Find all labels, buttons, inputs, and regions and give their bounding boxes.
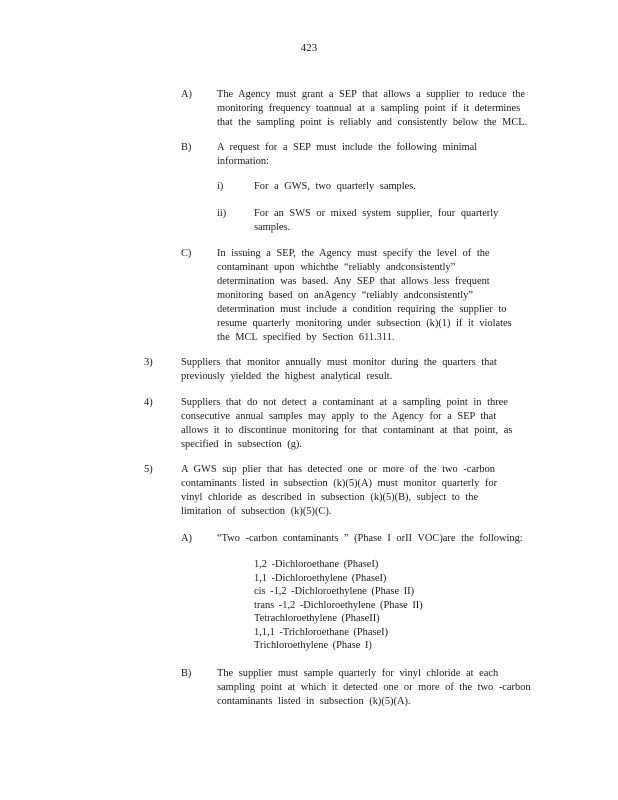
text-line: monitoring based on anAgency “reliably andconsistently” [217, 290, 473, 301]
contaminant-item: 1,2 -Dichloroethane (PhaseI) [254, 559, 379, 570]
text-line: previously yielded the highest analytical result. [181, 371, 393, 382]
contaminant-item: 1,1,1 -Trichloroethane (PhaseI) [254, 626, 389, 638]
item-label-a: A) [181, 89, 192, 100]
text-line: sampling point at which it detected one or more of the two -carbon [217, 682, 531, 693]
text-line: A request for a SEP must include the following minimal [217, 142, 478, 153]
paragraph-c-issuing-sep [217, 247, 512, 345]
page-number: 423 [300, 42, 318, 54]
paragraph-4-no-detect [181, 396, 512, 452]
text-line: resume quarterly monitoring under subsection (k)(1) if it violates [217, 318, 512, 329]
text-line: In issuing a SEP, the Agency must specify the level of the [217, 248, 490, 259]
text-line: specified in subsection (g). [181, 439, 302, 450]
paragraph-b-request [217, 141, 477, 169]
paragraph-b-sample-quarterly [217, 667, 531, 709]
contaminant-list [254, 558, 423, 653]
text-line: samples. [254, 222, 291, 233]
item-label-b: B) [181, 142, 192, 153]
paragraph-i-gws [254, 180, 416, 194]
text-line: allows it to discontinue monitoring for that contaminant at that point, as [181, 425, 513, 436]
text-line: Suppliers that do not detect a contaminant at a sampling point in three [181, 397, 508, 408]
text-line: monitoring frequency toannual at a sampling point if it determines [217, 103, 521, 114]
text-line: contaminants listed in subsection (k)(5)(A) must monitor quarterly for [181, 478, 498, 489]
contaminant-item: trans -1,2 -Dichloroethylene (Phase II) [254, 599, 423, 611]
text-line: determination was based. Any SEP that allows less frequent [217, 276, 490, 287]
contaminant-item: cis -1,2 -Dichloroethylene (Phase II) [254, 586, 415, 597]
paragraph-ii-sws [254, 207, 498, 235]
paragraph-a-two-carbon [217, 532, 523, 546]
paragraph-3-annual [181, 356, 497, 384]
text-line: The supplier must sample quarterly for vinyl chloride at each [217, 668, 499, 679]
paragraph-a-grant-sep [217, 88, 527, 130]
text-line: contaminant upon whichthe “reliably andconsistently” [217, 262, 456, 273]
contaminant-item: 1,1 -Dichloroethylene (PhaseI) [254, 572, 387, 584]
item-label-ii: ii) [217, 208, 227, 219]
text-line: For a GWS, two quarterly samples. [254, 181, 416, 192]
item-label-3: 3) [144, 357, 153, 368]
text-line: that the sampling point is reliably and consistently below the MCL. [217, 117, 528, 128]
contaminant-item: Tetrachloroethylene (PhaseII) [254, 613, 380, 624]
text-line: determination must include a condition requiring the supplier to [217, 304, 507, 315]
text-line: the MCL specified by Section 611.311. [217, 332, 395, 343]
item-label-c: C) [181, 248, 192, 259]
item-label-i: i) [217, 181, 224, 192]
item-label-a-two-carbon: A) [181, 533, 192, 544]
text-line: vinyl chloride as described in subsection (k)(5)(B), subject to the [181, 492, 479, 503]
text-line: A GWS sup plier that has detected one or more of the two -carbon [181, 464, 495, 475]
item-label-b-supplier: B) [181, 668, 192, 679]
contaminant-item: Trichloroethylene (Phase I) [254, 640, 372, 651]
item-label-5: 5) [144, 464, 153, 475]
item-label-4: 4) [144, 397, 153, 408]
text-line: “Two -carbon contaminants ” (Phase I orII VOC)are the following: [217, 533, 523, 544]
text-line: consecutive annual samples may apply to the Agency for a SEP that [181, 411, 497, 422]
text-line: limitation of subsection (k)(5)(C). [181, 506, 332, 517]
text-line: Suppliers that monitor annually must monitor during the quarters that [181, 357, 497, 368]
text-line: The Agency must grant a SEP that allows a supplier to reduce the [217, 89, 526, 100]
text-line: contaminants listed in subsection (k)(5)(A). [217, 696, 411, 707]
paragraph-5-gws-two-carbon [181, 463, 497, 519]
text-line: information: [217, 156, 269, 167]
text-line: For an SWS or mixed system supplier, four quarterly [254, 208, 499, 219]
